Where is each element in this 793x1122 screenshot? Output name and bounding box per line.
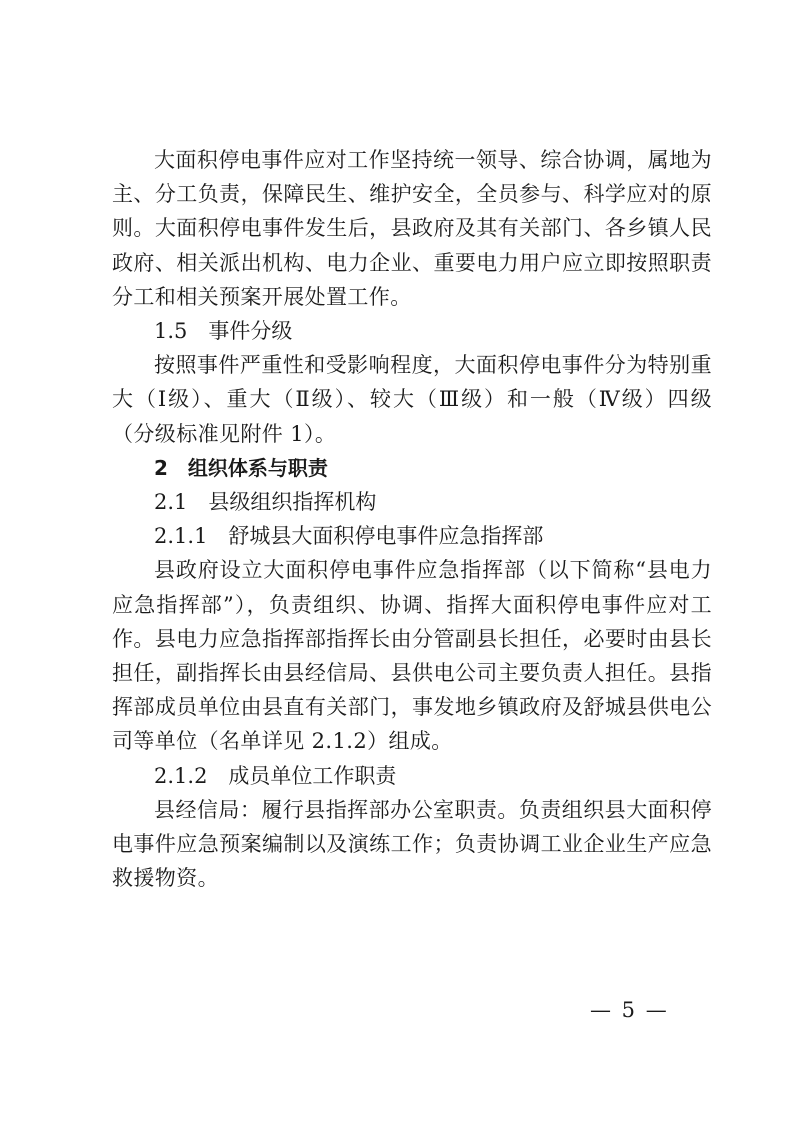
section-heading-1-5: 1.5 事件分级 bbox=[154, 319, 293, 344]
section-heading-2-1-1: 2.1.1 舒城县大面积停电事件应急指挥部 bbox=[154, 524, 544, 549]
page-number: — 5 — bbox=[590, 998, 669, 1022]
paragraph-principles: 大面积停电事件应对工作坚持统一领导、综合协调，属地为主、分工负责，保障民生、维护安全，全员参与、科学应对的原则。大面积停电事件发生后，县政府及其有关部门、各乡镇人民政府、相关派出机构、电力企业、重要电力用户应立即按照职责分工和相关预案开展处置工作。 bbox=[112, 148, 712, 309]
paragraph-economic-bureau-duties: 县经信局：履行县指挥部办公室职责。负责组织县大面积停电事件应急预案编制以及演练工作；负责协调工业企业生产应急救援物资。 bbox=[112, 797, 712, 891]
paragraph-event-classification: 按照事件严重性和受影响程度，大面积停电事件分为特别重大（Ⅰ级）、重大（Ⅱ级）、较大（Ⅲ级）和一般（Ⅳ级）四级（分级标准见附件 1）。 bbox=[112, 353, 712, 446]
section-heading-2: 2 组织体系与职责 bbox=[154, 455, 328, 480]
document-body bbox=[112, 143, 712, 895]
paragraph-command-structure: 县政府设立大面积停电事件应急指挥部（以下简称“县电力应急指挥部”），负责组织、协调、指挥大面积停电事件应对工作。县电力应急指挥部指挥长由分管副县长担任，必要时由县长担任，副指挥长由县经信局、县供电公司主要负责人担任。县指挥部成员单位由县直有关部门，事发地乡镇政府及舒城县供电公司等单位（名单详见 2.1.2）组成。 bbox=[112, 558, 712, 754]
section-heading-2-1-2: 2.1.2 成员单位工作职责 bbox=[154, 763, 397, 788]
section-heading-2-1: 2.1 县级组织指挥机构 bbox=[154, 490, 377, 515]
